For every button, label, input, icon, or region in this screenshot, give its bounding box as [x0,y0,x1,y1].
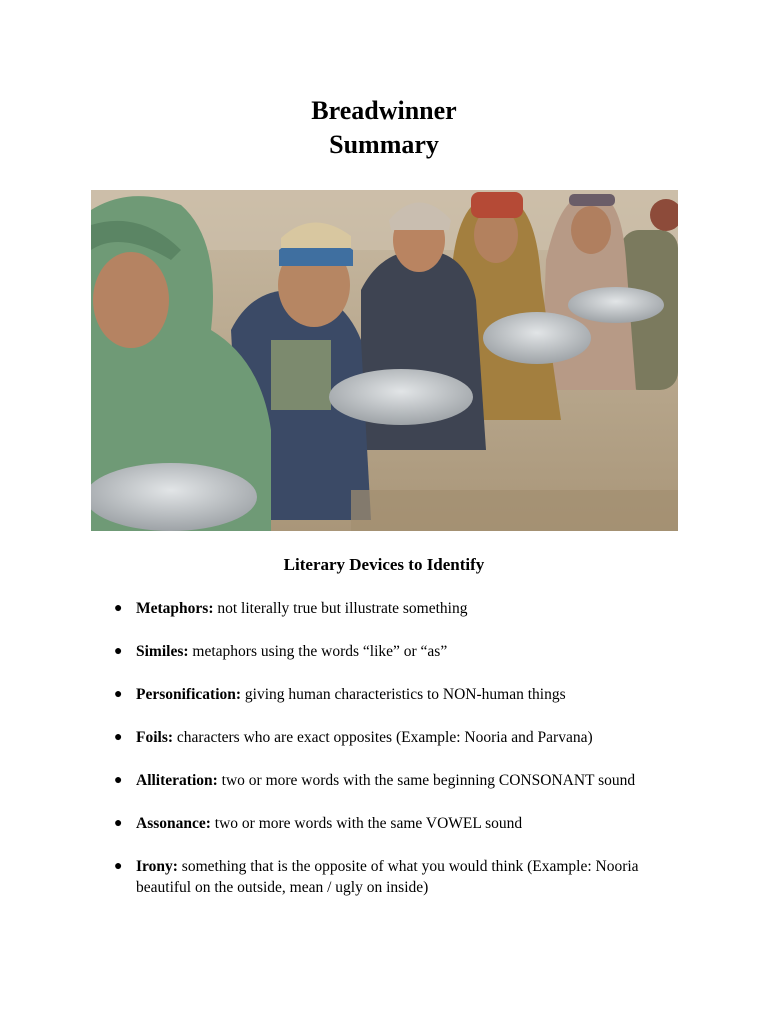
device-term: Foils: [136,729,174,746]
children-with-bowls-photo [91,190,678,531]
device-term: Irony: [136,858,178,875]
device-term: Alliteration: [136,772,218,789]
device-definition: two or more words with the same VOWEL sound [214,815,523,832]
device-definition: giving human characteristics to NON-human things [244,686,566,703]
device-term: Personification: [136,686,242,703]
bullet-icon: ● [114,816,123,831]
list-item [110,684,670,705]
section-heading: Literary Devices to Identify [283,555,485,574]
device-definition: not literally true but illustrate something [217,600,468,617]
bullet-icon: ● [114,859,123,874]
literary-devices-list [110,598,670,920]
device-term: Similes: [136,643,189,660]
device-definition: something that is the opposite of what you would think (Example: Nooria beautiful on the outside, mean / ugly on inside) [136,858,639,896]
bullet-icon: ● [114,687,123,702]
bullet-icon: ● [114,601,123,616]
list-item [110,856,670,898]
bullet-icon: ● [114,773,123,788]
list-item [110,641,670,662]
device-definition: characters who are exact opposites (Example: Nooria and Parvana) [176,729,593,746]
device-definition: metaphors using the words “like” or “as” [192,643,448,660]
device-term: Assonance: [136,815,211,832]
list-item [110,813,670,834]
device-definition: two or more words with the same beginning CONSONANT sound [221,772,636,789]
bullet-icon: ● [114,730,123,745]
list-item [110,770,670,791]
page-title [0,94,768,162]
title-line-2: Summary [329,130,439,159]
title-line-1: Breadwinner [311,96,457,125]
bullet-icon: ● [114,644,123,659]
list-item [110,598,670,619]
device-term: Metaphors: [136,600,214,617]
list-item [110,727,670,748]
